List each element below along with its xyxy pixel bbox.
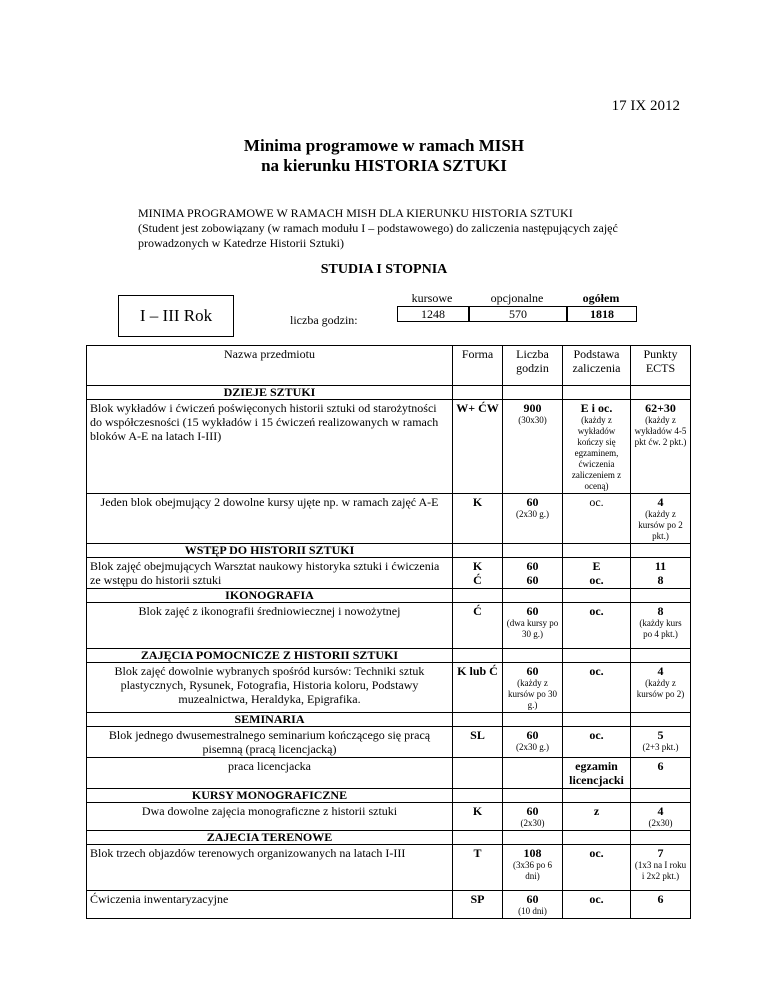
ogolem-label: ogółem	[582, 291, 620, 305]
row-punkty: 4	[657, 804, 664, 818]
row-punkty-note: (2x30)	[648, 818, 673, 828]
program-table	[86, 345, 691, 919]
opcjonalne-value: 570	[469, 306, 567, 322]
row-punkty: 5	[657, 728, 664, 742]
intro-line-2: (Student jest zobowiązany (w ramach modułu I – podstawowego) do zaliczenia następujących zajęć prowadzonych w Katedrze Historii Sztuki)	[138, 221, 618, 250]
row-punkty: 62+30	[645, 401, 676, 415]
row-name: Blok zajęć z ikonografii średniowiecznej i nowożytnej	[87, 603, 453, 649]
row-podstawa: oc.	[563, 603, 631, 649]
ogolem-value: 1818	[567, 306, 637, 322]
row-name: Blok trzech objazdów terenowych organizowanych na latach I-III	[87, 845, 453, 891]
row-liczba: 60	[526, 495, 539, 509]
row-liczba: 60	[526, 604, 539, 618]
row-liczba-note: (10 dni)	[518, 906, 547, 916]
row-liczba: 108	[523, 846, 542, 860]
row-forma: T	[453, 845, 503, 891]
row-podstawa: oc.	[563, 494, 631, 544]
row-name: Blok zajęć obejmujących Warsztat naukowy historyka sztuki i ćwiczenia ze wstępu do historii sztuki	[87, 558, 453, 589]
row-liczba-note: (3x36 po 6 dni)	[513, 860, 552, 881]
kursowe-value: 1248	[397, 306, 469, 322]
title-line-2: na kierunku HISTORIA SZTUKI	[261, 156, 507, 175]
row-name: Blok wykładów i ćwiczeń poświęconych historii sztuki od starożytności do współczesności (15 wykładów i 15 ćwiczeń realizowanych w ramach bloków A-E na latach I-III)	[87, 400, 453, 494]
row-liczba-note: (dwa kursy po 30 g.)	[506, 618, 559, 639]
row-punkty-note: (każdy z kursów po 2 pkt.)	[638, 509, 683, 541]
row-podstawa: egzamin licencjacki	[563, 758, 631, 789]
kursowe-label: kursowe	[411, 291, 453, 305]
section-heading: KURSY MONOGRAFICZNE	[87, 789, 453, 803]
row-punkty-note: (każdy kurs po 4 pkt.)	[639, 618, 682, 639]
header-podstawa: Podstawa zaliczenia	[563, 346, 631, 386]
row-liczba-note: (30x30)	[518, 415, 547, 425]
intro-line-1: MINIMA PROGRAMOWE W RAMACH MISH DLA KIERUNKU HISTORIA SZTUKI	[138, 206, 573, 220]
row-punkty-note: (każdy z wykładów 4-5 pkt ćw. 2 pkt.)	[634, 415, 687, 447]
opcjonalne-label: opcjonalne	[490, 291, 544, 305]
row-liczba: 60	[526, 804, 539, 818]
row-podstawa: oc.	[563, 845, 631, 891]
section-heading: SEMINARIA	[87, 713, 453, 727]
hours-label: liczba godzin:	[290, 313, 358, 327]
row-liczba-note: (2x30 g.)	[516, 742, 549, 752]
row-liczba-note: (2x30 g.)	[516, 509, 549, 519]
section-heading: IKONOGRAFIA	[87, 589, 453, 603]
row-forma: SP	[453, 891, 503, 919]
row-name: Ćwiczenia inwentaryzacyjne	[87, 891, 453, 919]
row-forma: K	[472, 559, 483, 573]
row-podstawa: E i oc.	[580, 401, 613, 415]
header-punkty: Punkty ECTS	[631, 346, 691, 386]
row-punkty: 8	[657, 573, 664, 587]
row-forma: K	[453, 803, 503, 831]
row-punkty-note: (1x3 na I roku i 2x2 pkt.)	[634, 860, 687, 881]
document-title	[0, 136, 768, 176]
header-liczba: Liczba godzin	[503, 346, 563, 386]
row-punkty: 8	[657, 604, 664, 618]
studia-heading: STUDIA I STOPNIA	[320, 262, 448, 277]
row-forma: Ć	[453, 603, 503, 649]
row-liczba: 900	[523, 401, 542, 415]
intro-text	[138, 206, 678, 251]
row-podstawa: oc.	[563, 727, 631, 758]
row-podstawa: oc.	[589, 573, 604, 587]
row-forma: K	[453, 494, 503, 544]
row-liczba-note: (2x30)	[520, 818, 545, 828]
row-liczba: 60	[526, 892, 539, 906]
row-liczba-note: (każdy z kursów po 30 g.)	[508, 678, 557, 710]
row-punkty-note: (2+3 pkt.)	[642, 742, 679, 752]
row-punkty: 4	[657, 664, 664, 678]
section-heading: DZIEJE SZTUKI	[87, 386, 453, 400]
section-heading: ZAJĘCIA POMOCNICZE Z HISTORII SZTUKI	[87, 649, 453, 663]
row-liczba: 60	[526, 664, 539, 678]
row-liczba: 60	[526, 573, 539, 587]
row-punkty-note: (każdy z kursów po 2)	[636, 678, 685, 699]
rok-box: I – III Rok	[118, 295, 234, 337]
row-forma: K lub Ć	[453, 663, 503, 713]
section-heading: WSTĘP DO HISTORII SZTUKI	[87, 544, 453, 558]
header-nazwa: Nazwa przedmiotu	[87, 346, 453, 386]
row-punkty: 6	[631, 891, 691, 919]
row-liczba: 60	[526, 559, 539, 573]
row-punkty: 4	[657, 495, 664, 509]
row-podstawa-note: (każdy z wykładów kończy się egzaminem, ćwiczenia zaliczeniem z oceną)	[571, 415, 622, 491]
document-date: 17 IX 2012	[611, 98, 680, 114]
row-podstawa: E	[592, 559, 601, 573]
row-name: Blok jednego dwusemestralnego seminarium kończącego się pracą pisemną (pracą licencjacką)	[87, 727, 453, 758]
row-punkty: 7	[657, 846, 664, 860]
row-podstawa: oc.	[563, 891, 631, 919]
row-punkty: 11	[654, 559, 667, 573]
row-name: Blok zajęć dowolnie wybranych spośród kursów: Techniki sztuk plastycznych, Rysunek, Fotografia, Historia koloru, Podstawy muzealnictwa, Heraldyka, Epigrafika.	[87, 663, 453, 713]
row-punkty: 6	[631, 758, 691, 789]
header-forma: Forma	[453, 346, 503, 386]
row-podstawa: z	[563, 803, 631, 831]
row-forma: SL	[453, 727, 503, 758]
row-name: Jeden blok obejmujący 2 dowolne kursy ujęte np. w ramach zajęć A-E	[87, 494, 453, 544]
row-name: Dwa dowolne zajęcia monograficzne z historii sztuki	[87, 803, 453, 831]
row-forma: Ć	[473, 573, 482, 587]
row-podstawa: oc.	[563, 663, 631, 713]
title-line-1: Minima programowe w ramach MISH	[243, 136, 525, 155]
row-liczba: 60	[526, 728, 539, 742]
row-name: praca licencjacka	[87, 758, 453, 789]
row-forma: W+ ĆW	[453, 400, 503, 494]
section-heading: ZAJECIA TERENOWE	[87, 831, 453, 845]
